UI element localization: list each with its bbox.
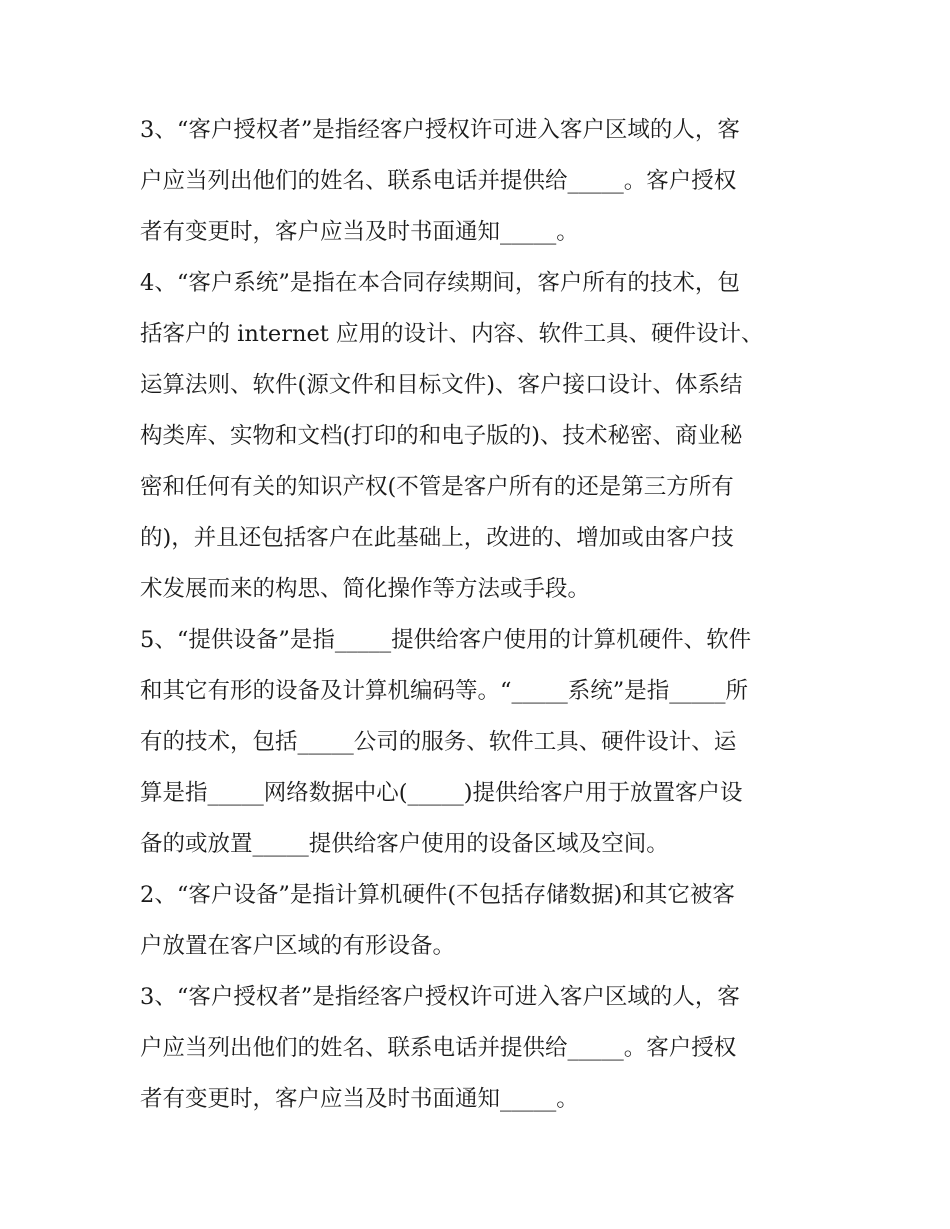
text-line: 2、“客户设备”是指计算机硬件(不包括存储数据)和其它被客	[140, 882, 735, 908]
text-line: 4、“客户系统”是指在本合同存续期间，客户所有的技术，包	[140, 270, 740, 296]
text-line: 3、“客户授权者”是指经客户授权许可进入客户区域的人，客	[140, 984, 740, 1010]
text-line: 户放置在客户区域的有形设备。	[140, 933, 456, 959]
text-line: 有的技术，包括_____公司的服务、软件工具、硬件设计、运	[140, 729, 737, 755]
document-body	[140, 105, 830, 1125]
text-line: 和其它有形的设备及计算机编码等。“_____系统”是指_____所	[140, 678, 749, 704]
text-line: 户应当列出他们的姓名、联系电话并提供给_____。客户授权	[140, 1035, 737, 1061]
text-line: 运算法则、软件(源文件和目标文件)、客户接口设计、体系结	[140, 372, 743, 398]
text-line: 者有变更时，客户应当及时书面通知_____。	[140, 1086, 579, 1112]
text-line: 术发展而来的构思、简化操作等方法或手段。	[140, 576, 591, 602]
text-line: 3、“客户授权者”是指经客户授权许可进入客户区域的人，客	[140, 117, 740, 143]
text-line: 算是指_____网络数据中心(_____)提供给客户用于放置客户设	[140, 780, 743, 806]
text-line: 5、“提供设备”是指_____提供给客户使用的计算机硬件、软件	[140, 627, 752, 653]
text-line: 户应当列出他们的姓名、联系电话并提供给_____。客户授权	[140, 168, 737, 194]
text-line: 备的或放置_____提供给客户使用的设备区域及空间。	[140, 831, 669, 857]
text-line: 构类库、实物和文档(打印的和电子版的)、技术秘密、商业秘	[140, 423, 743, 449]
text-line: 者有变更时，客户应当及时书面通知_____。	[140, 219, 579, 245]
text-line: 的)，并且还包括客户在此基础上，改进的、增加或由客户技	[140, 525, 734, 551]
text-line: 密和任何有关的知识产权(不管是客户所有的还是第三方所有	[140, 474, 734, 500]
text-line: 括客户的 internet 应用的设计、内容、软件工具、硬件设计、	[140, 321, 764, 347]
